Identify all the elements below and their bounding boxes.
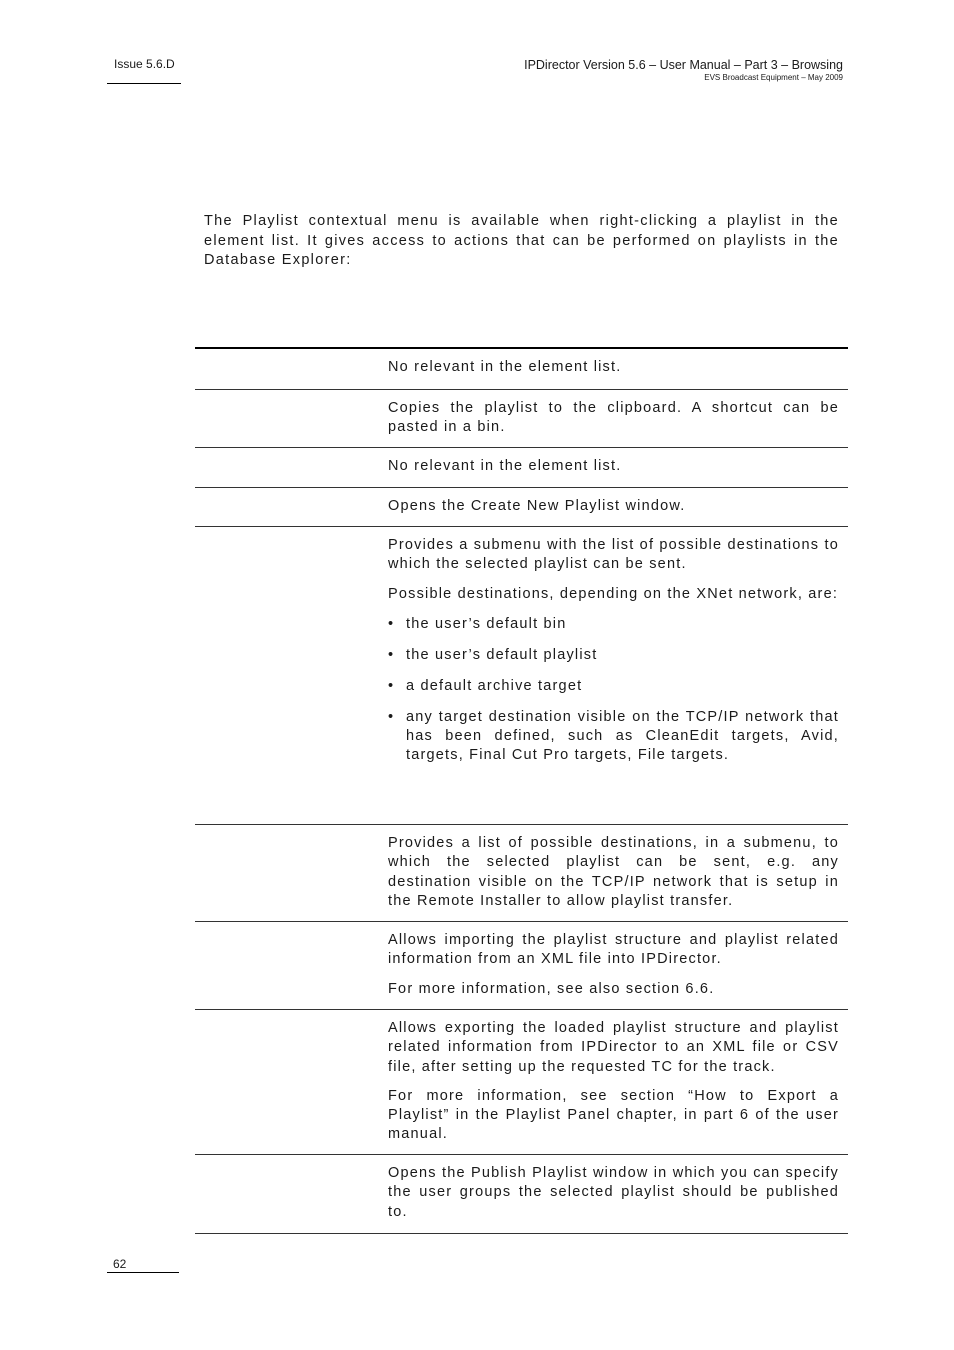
description-cell <box>388 448 839 487</box>
table-row <box>195 1010 848 1155</box>
playlist-menu-table <box>195 347 848 1234</box>
description-text: Provides a list of possible destinations, in a submenu, to which the selected playlist can be sent, e.g. any destination visible on the TCP/IP network that is setup in the Remote Installer to allow playlist transfer. <box>388 835 839 909</box>
table-row <box>195 448 848 488</box>
list-item-text: the user’s default bin <box>406 616 567 633</box>
command-cell <box>195 1155 388 1233</box>
table-row <box>195 390 848 448</box>
command-cell <box>195 448 388 487</box>
destination-list <box>388 615 839 765</box>
bullet-icon: • <box>388 708 395 725</box>
command-cell <box>195 390 388 447</box>
description-text: Opens the Publish Playlist window in which you can specify the user groups the selected playlist should be published to. <box>388 1165 839 1220</box>
command-cell <box>195 527 388 824</box>
description-cell <box>388 1010 839 1154</box>
description-text: Allows exporting the loaded playlist structure and playlist related information from IPDirector to an XML file or CSV file, after setting up the requested TC for the track. <box>388 1020 839 1075</box>
command-cell <box>195 922 388 1009</box>
description-text: Opens the Create New Playlist window. <box>388 498 686 514</box>
command-cell <box>195 1010 388 1154</box>
list-item-text: any target destination visible on the TCP/IP network that has been defined, such as CleanEdit targets, Avid, targets, Final Cut Pro targets, File targets. <box>406 708 839 764</box>
bullet-icon: • <box>388 647 395 664</box>
page-number: 62 <box>107 1257 179 1273</box>
command-cell <box>195 825 388 921</box>
command-cell <box>195 349 388 389</box>
description-cell <box>388 825 839 921</box>
description-cell <box>388 488 839 526</box>
publisher-date: EVS Broadcast Equipment – May 2009 <box>704 73 843 82</box>
table-row <box>195 1155 848 1234</box>
description-cell <box>388 1155 839 1233</box>
page-header <box>524 58 843 83</box>
table-row <box>195 527 848 825</box>
description-text: Copies the playlist to the clipboard. A shortcut can be pasted in a bin. <box>388 400 839 436</box>
issue-label: Issue 5.6.D <box>107 57 181 84</box>
command-cell <box>195 488 388 526</box>
description-text: For more information, see also section 6.6. <box>388 980 715 997</box>
manual-title: IPDirector Version 5.6 – User Manual – Part 3 – Browsing <box>524 58 843 72</box>
description-cell <box>388 349 839 389</box>
description-cell <box>388 527 839 824</box>
description-text: For more information, see section “How to Export a Playlist” in the Playlist Panel chapter, in part 6 of the user manual. <box>388 1087 839 1143</box>
description-text: Possible destinations, depending on the XNet network, are: <box>388 585 839 602</box>
list-item-text: a default archive target <box>406 677 583 694</box>
description-cell <box>388 922 839 1009</box>
table-row <box>195 922 848 1010</box>
intro-paragraph: The Playlist contextual menu is available when right-clicking a playlist in the element list. It gives access to actions that can be performed on playlists in the Database Explorer: <box>204 213 839 268</box>
bullet-icon: • <box>388 616 395 633</box>
table-row <box>195 488 848 527</box>
description-cell <box>388 390 839 447</box>
list-item <box>388 615 839 634</box>
list-item-text: the user’s default playlist <box>406 647 598 664</box>
list-item <box>388 646 839 665</box>
table-row <box>195 349 848 390</box>
description-text: No relevant in the element list. <box>388 359 622 375</box>
description-text: No relevant in the element list. <box>388 458 622 474</box>
list-item <box>388 677 839 696</box>
list-item <box>388 708 839 766</box>
bullet-icon: • <box>388 677 395 694</box>
description-text: Provides a submenu with the list of possible destinations to which the selected playlist can be sent. <box>388 537 839 573</box>
description-text: Allows importing the playlist structure and playlist related information from an XML file into IPDirector. <box>388 932 839 968</box>
table-row <box>195 825 848 922</box>
